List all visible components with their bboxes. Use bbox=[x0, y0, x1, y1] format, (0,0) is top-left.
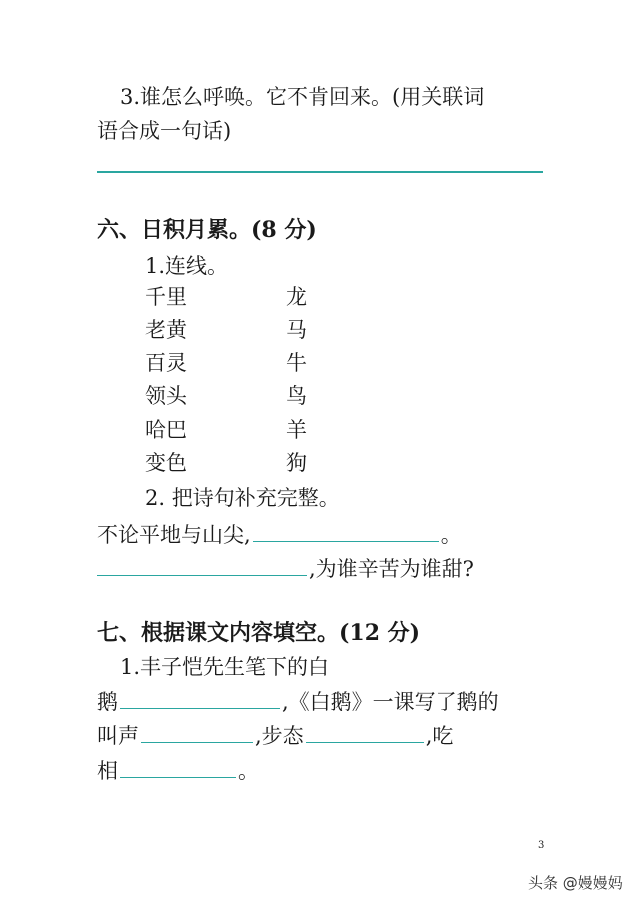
answer-line-q3[interactable] bbox=[97, 171, 543, 173]
match-right: 龙 bbox=[286, 285, 307, 309]
section-7-line3-text: 叫声 bbox=[97, 724, 139, 748]
match-left: 百灵 bbox=[145, 351, 187, 375]
match-pair-2[interactable] bbox=[145, 316, 307, 344]
section-7-line4 bbox=[97, 755, 259, 785]
match-pair-1[interactable] bbox=[145, 283, 307, 311]
match-left: 老黄 bbox=[145, 318, 187, 342]
match-left: 哈巴 bbox=[145, 418, 187, 442]
poem-blank-1[interactable] bbox=[253, 519, 439, 542]
section-7-line4-text: 相 bbox=[97, 759, 118, 783]
match-right: 狗 bbox=[286, 451, 307, 475]
match-pair-5[interactable] bbox=[145, 416, 307, 444]
poem-blank-2[interactable] bbox=[97, 553, 307, 576]
section-7-line3-text-b: ,步态 bbox=[255, 724, 304, 748]
match-right: 牛 bbox=[286, 351, 307, 375]
section-7-line1: 1.丰子恺先生笔下的白 bbox=[120, 655, 330, 679]
match-pair-3[interactable] bbox=[145, 349, 307, 377]
blank-eating[interactable] bbox=[120, 755, 236, 778]
section-7-title: 七、根据课文内容填空。(12 分) bbox=[97, 620, 421, 646]
section-7-line2-text-b: ,《白鹅》一课写了鹅的 bbox=[282, 690, 499, 714]
section-7-line2-text: 鹅 bbox=[97, 690, 118, 714]
section-6-sub2: 2. 把诗句补充完整。 bbox=[145, 486, 340, 510]
section-7-line3 bbox=[97, 720, 453, 750]
section-7-line2 bbox=[97, 686, 499, 716]
match-left: 领头 bbox=[145, 384, 187, 408]
section-7-line4-text-b: 。 bbox=[238, 759, 259, 783]
match-pair-4[interactable] bbox=[145, 382, 307, 410]
poem-line-2 bbox=[97, 553, 474, 583]
page-number: 3 bbox=[538, 840, 545, 851]
question-3-line2: 语合成一句话) bbox=[97, 119, 232, 143]
watermark: 头条 @嫚嫚妈 bbox=[528, 874, 623, 892]
match-left: 变色 bbox=[145, 451, 187, 475]
blank-gait[interactable] bbox=[306, 720, 424, 743]
blank-call[interactable] bbox=[141, 720, 253, 743]
match-right: 马 bbox=[286, 318, 307, 342]
question-3-line1: 3.谁怎么呼唤。它不肯回来。(用关联词 bbox=[120, 85, 485, 109]
poem-line-1-end: 。 bbox=[440, 523, 462, 547]
match-pair-6[interactable] bbox=[145, 449, 307, 477]
section-6-sub1: 1.连线。 bbox=[145, 254, 229, 278]
match-left: 千里 bbox=[145, 285, 187, 309]
poem-line-2-text: ,为谁辛苦为谁甜? bbox=[309, 557, 474, 581]
match-right: 羊 bbox=[286, 418, 307, 442]
section-6-title: 六、日积月累。(8 分) bbox=[97, 217, 317, 243]
poem-line-1 bbox=[97, 519, 462, 549]
poem-line-1-text: 不论平地与山尖, bbox=[97, 523, 251, 547]
blank-goose[interactable] bbox=[120, 686, 280, 709]
section-7-line3-text-c: ,吃 bbox=[425, 724, 454, 748]
match-right: 鸟 bbox=[286, 384, 307, 408]
